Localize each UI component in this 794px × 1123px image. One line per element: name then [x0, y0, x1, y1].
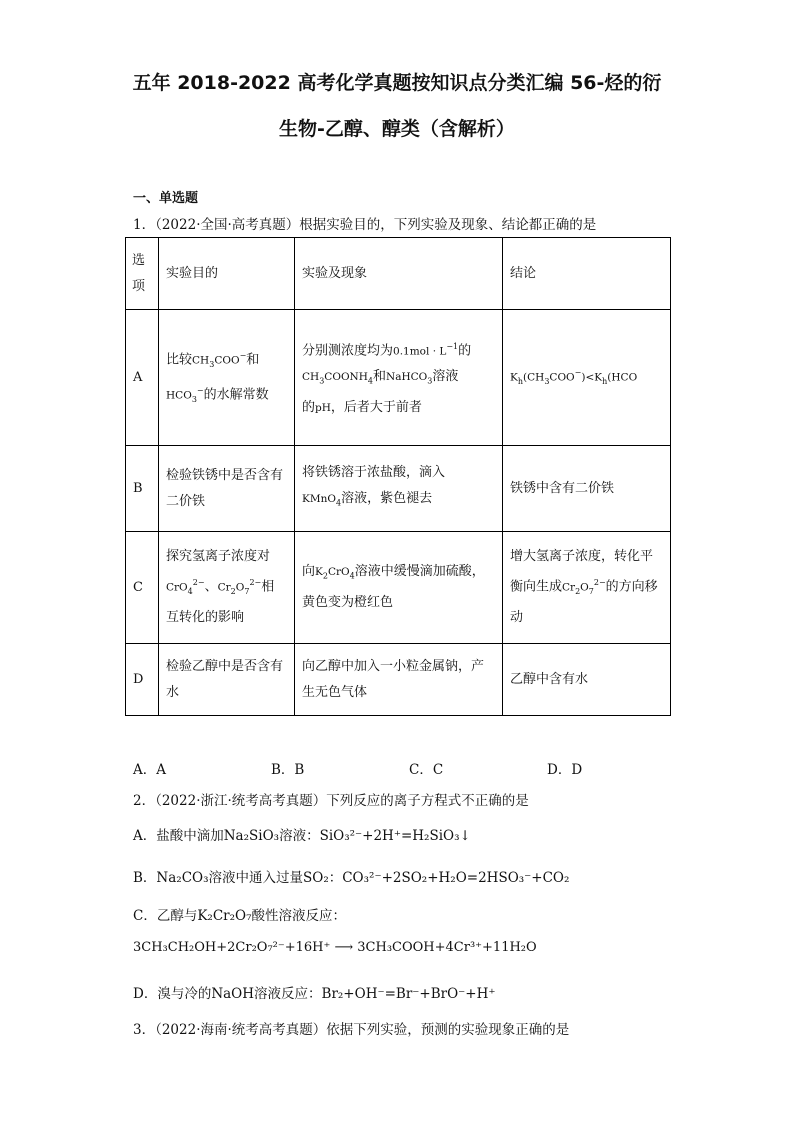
- header-purpose: 实验目的: [159, 238, 295, 310]
- header-option: 选项: [126, 238, 159, 310]
- question-3-stem: 3．（2022·海南·统考高考真题）依据下列实验，预测的实验现象正确的是: [133, 1022, 570, 1038]
- row-purpose: 检验铁锈中是否含有二价铁: [159, 446, 295, 532]
- row-conclusion: 铁锈中含有二价铁: [503, 446, 671, 532]
- document-title-line1: 五年 2018-2022 高考化学真题按知识点分类汇编 56-烃的衍: [132, 72, 662, 94]
- row-option: B: [126, 446, 159, 532]
- row-conclusion: $K_h(CH_3COO^-)<K_h(HCO$: [503, 310, 671, 446]
- table-row: [126, 644, 671, 716]
- option-a[interactable]: A．A: [133, 762, 166, 778]
- question-1-stem: 1．（2022·全国·高考真题）根据实验目的，下列实验及现象、结论都正确的是: [133, 217, 597, 233]
- question-2-stem: 2．（2022·浙江·统考高考真题）下列反应的离子方程式不正确的是: [133, 793, 529, 809]
- header-experiment: 实验及现象: [295, 238, 503, 310]
- experiment-table: [125, 237, 671, 716]
- table-header-row: [126, 238, 671, 310]
- row-experiment: 向$K_2CrO_4$溶液中缓慢滴加硫酸，黄色变为橙红色: [295, 532, 503, 644]
- table-row: [126, 310, 671, 446]
- row-option: A: [126, 310, 159, 446]
- row-experiment: 向乙醇中加入一小粒金属钠，产生无色气体: [295, 644, 503, 716]
- row-purpose: 探究氢离子浓度对 CrO$_4^{2-}$、$Cr_2O_7^{2-}$相互转化的影响: [159, 532, 295, 644]
- option-d[interactable]: D．D: [547, 762, 583, 778]
- row-purpose: 比较$CH_3COO^-$和 $HCO_3^-$的水解常数: [159, 310, 295, 446]
- row-experiment: 将铁锈溶于浓盐酸，滴入 KMnO$_4$溶液，紫色褪去: [295, 446, 503, 532]
- section-heading: 一、单选题: [133, 191, 199, 206]
- table-row: [126, 446, 671, 532]
- option-c[interactable]: C．C: [409, 762, 444, 778]
- row-purpose: 检验乙醇中是否含有水: [159, 644, 295, 716]
- row-experiment: 分别测浓度均为$0.1mol \cdot L^{-1}$的 $CH_3COONH_4$和NaHCO$_3$溶液 的pH，后者大于前者: [295, 310, 503, 446]
- row-conclusion: 增大氢离子浓度，转化平衡向生成$Cr_2O_7^{2-}$的方向移动: [503, 532, 671, 644]
- document-title-line2: 生物-乙醇、醇类（含解析）: [279, 118, 515, 140]
- table-row: [126, 532, 671, 644]
- question-2-option-c-equation: 3CH₃CH₂OH+2Cr₂O₇²⁻+16H⁺ ⟶ 3CH₃COOH+4Cr³⁺+11H₂O: [133, 940, 537, 955]
- option-b[interactable]: B．B: [271, 762, 305, 778]
- row-option: C: [126, 532, 159, 644]
- question-2-option-b[interactable]: B．Na₂CO₃溶液中通入过量SO₂：CO₃²⁻+2SO₂+H₂O=2HSO₃⁻+CO₂: [133, 870, 570, 886]
- question-2-option-c[interactable]: C．乙醇与K₂Cr₂O₇酸性溶液反应：: [133, 908, 347, 924]
- row-option: D: [126, 644, 159, 716]
- question-2-option-a[interactable]: A．盐酸中滴加Na₂SiO₃溶液：SiO₃²⁻+2H⁺=H₂SiO₃↓: [133, 828, 471, 844]
- header-conclusion: 结论: [503, 238, 671, 310]
- question-2-option-d[interactable]: D．溴与冷的NaOH溶液反应：Br₂+OH⁻=Br⁻+BrO⁻+H⁺: [133, 986, 496, 1002]
- row-conclusion: 乙醇中含有水: [503, 644, 671, 716]
